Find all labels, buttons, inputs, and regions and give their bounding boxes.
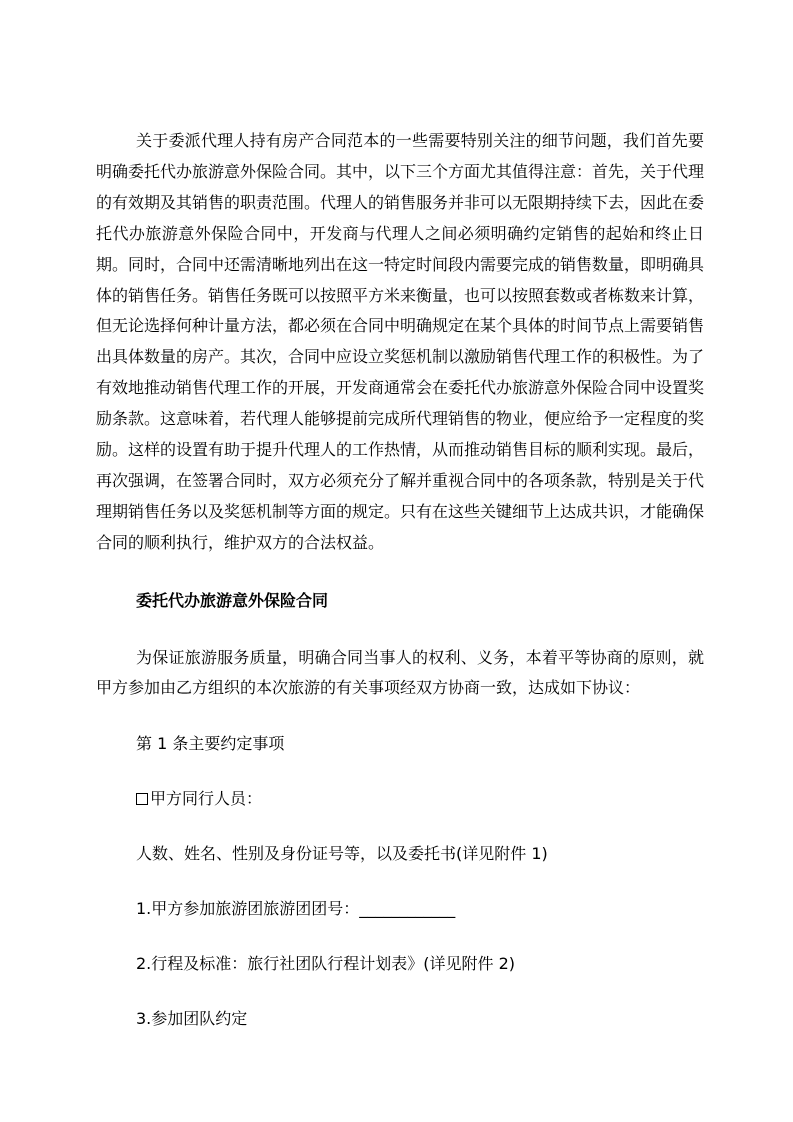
intro-paragraph: 关于委派代理人持有房产合同范本的一些需要特别关注的细节问题，我们首先要明确委托代办旅游意外保险合同。其中，以下三个方面尤其值得注意：首先，关于代理的有效期及其销售的职责范围。代理人的销售服务并非可以无限期持续下去，因此在委托代办旅游意外保险合同中，开发商与代理人之间必须明确约定销售的起始和终止日期。同时，合同中还需清晰地列出在这一特定时间段内需要完成的销售数量，即明确具体的销售任务。销售任务既可以按照平方米来衡量，也可以按照套数或者栋数来计算，但无论选择何种计量方法，都必须在合同中明确规定在某个具体的时间节点上需要销售出具体数量的房产。其次，合同中应设立奖惩机制以激励销售代理工作的积极性。为了有效地推动销售代理工作的开展，开发商通常会在委托代办旅游意外保险合同中设置奖励条款。这意味着，若代理人能够提前完成所代理销售的物业，便应给予一定程度的奖励。这样的设置有助于提升代理人的工作热情，从而推动销售目标的顺利实现。最后，再次强调，在签署合同时，双方必须充分了解并重视合同中的各项条款，特别是关于代理期销售任务以及奖惩机制等方面的规定。只有在这些关键细节上达成共识，才能确保合同的顺利执行，维护双方的合法权益。 (96, 131, 705, 552)
companions-line (96, 784, 704, 814)
article-1-heading: 第 1 条主要约定事项 (136, 733, 285, 753)
document-body (96, 126, 704, 1034)
item-2: 2.行程及标准：旅行社团队行程计划表》(详见附件 2) (136, 953, 516, 973)
contract-title: 委托代办旅游意外保险合同 (136, 590, 329, 610)
companions-detail: 人数、姓名、性别及身份证号等，以及委托书(详见附件 1) (136, 843, 548, 863)
item-3: 3.参加团队约定 (136, 1008, 248, 1028)
item-1: 1.甲方参加旅游团旅游团团号：____________ (136, 898, 456, 918)
checkbox-icon (136, 793, 148, 805)
preamble-paragraph: 为保证旅游服务质量，明确合同当事人的权利、义务，本着平等协商的原则，就甲方参加由乙方组织的本次旅游的有关事项经双方协商一致，达成如下协议： (96, 647, 704, 698)
companions-label: 甲方同行人员： (150, 788, 263, 808)
